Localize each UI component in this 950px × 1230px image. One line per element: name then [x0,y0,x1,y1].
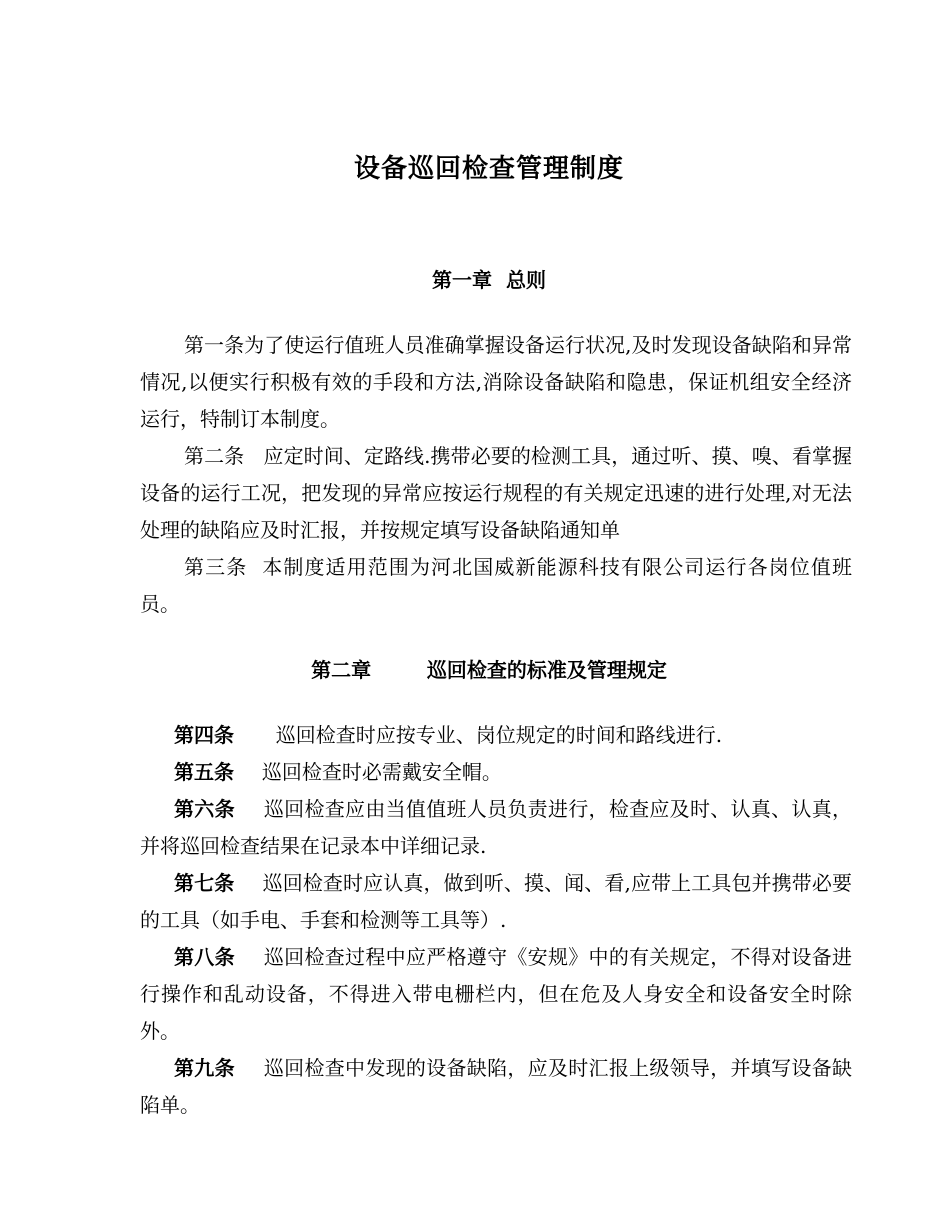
article-3 [140,549,852,623]
document-title: 设备巡回检查管理制度 [353,154,624,184]
article-4 [140,717,852,754]
chapter-2-heading: 第二章 巡回检查的标准及管理规定 [311,658,667,682]
article-gap [247,555,262,579]
article-gap [234,760,262,784]
article-label: 第三条 [184,555,248,579]
article-label: 第五条 [174,760,234,784]
article-text: 巡回检查中发现的设备缺陷，应及时汇报上级领导，并填写设备缺陷单。 [140,1056,853,1117]
article-text: 巡回检查应由当值值班人员负责进行，检查应及时、认真、认真，并将巡回检查结果在记录本中详细记录. [140,797,853,858]
article-7 [140,865,852,939]
article-8 [140,939,852,1050]
article-1 [140,327,852,438]
article-text: 巡回检查时应认真，做到听、摸、闻、看,应带上工具包并携带必要的工具（如手电、手套和检测等工具等）. [140,871,853,932]
article-label: 第四条 [174,723,234,747]
chapter-2-body [140,717,852,1124]
article-9 [140,1050,852,1124]
article-gap [234,723,276,747]
article-gap [234,871,262,895]
chapter-1-body [140,327,852,623]
article-gap [235,1056,264,1080]
article-label: 第六条 [174,797,235,821]
article-label: 第一条 [184,333,245,357]
article-label: 第二条 [184,444,245,468]
article-gap [235,797,264,821]
article-text: 为了使运行值班人员准确掌握设备运行状况,及时发现设备缺陷和异常情况,以便实行积极有效的手段和方法,消除设备缺陷和隐患，保证机组安全经济运行，特制订本制度。 [140,333,853,431]
chapter-1-heading: 第一章 总则 [432,268,546,292]
article-text: 巡回检查时应按专业、岗位规定的时间和路线进行. [275,723,723,747]
article-text: 应定时间、定路线.携带必要的检测工具，通过听、摸、嗅、看掌握设备的运行工况，把发现的异常应按运行规程的有关规定迅速的进行处理,对无法处理的缺陷应及时汇报，并按规定填写设备缺陷通知单 [140,444,853,542]
article-5 [140,754,852,791]
article-text: 巡回检查时必需戴安全帽。 [261,760,502,784]
article-text: 本制度适用范围为河北国威新能源科技有限公司运行各岗位值班员。 [140,555,853,616]
article-label: 第七条 [174,871,235,895]
article-gap [244,444,263,468]
article-label: 第九条 [174,1056,235,1080]
article-label: 第八条 [174,945,235,969]
article-2 [140,438,852,549]
article-text: 巡回检查过程中应严格遵守《安规》中的有关规定，不得对设备进行操作和乱动设备，不得进入带电栅栏内，但在危及人身安全和设备安全时除外。 [140,945,853,1043]
article-6 [140,791,852,865]
article-gap [235,945,264,969]
